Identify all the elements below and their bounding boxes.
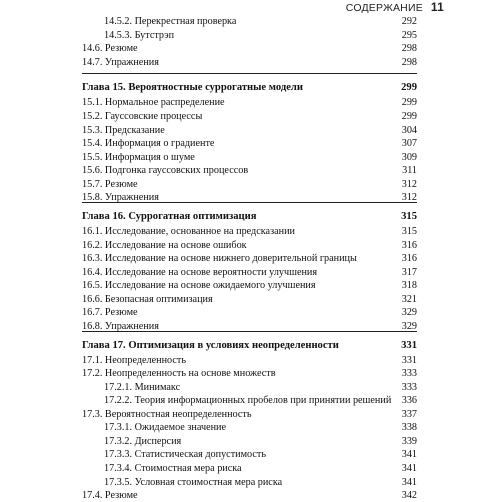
toc-entry [82,137,417,150]
toc-entry-title: 15.5. Информация о шуме [82,152,195,163]
toc-entry-page: 318 [401,280,417,291]
toc-entry-page: 315 [401,226,417,237]
toc-chapter-entry [82,339,417,352]
toc-entry-title: 17.3.2. Дисперсия [104,436,182,447]
toc-chapter-entry [82,210,417,223]
toc-entry-title: 15.2. Гауссовские процессы [82,111,203,122]
toc-entry [82,56,417,69]
toc-entry-page: 316 [401,253,417,264]
toc-entry-page: 341 [401,449,417,460]
toc-entry-title: 15.6. Подгонка гауссовских процессов [82,165,249,176]
toc-entry-title: 17.2.2. Теория информационных пробелов при принятии решений [104,395,392,406]
toc-entry [82,42,417,55]
toc-entry [82,252,417,265]
toc-entry [82,110,417,123]
toc-entry-page: 307 [401,138,417,149]
toc-entry-title: 17.3.4. Стоимостная мера риска [104,463,242,474]
toc-entry-page: 329 [401,321,417,332]
running-head [346,0,444,14]
toc-entry-title: 17.2.1. Минимакс [104,382,181,393]
toc-entry [82,394,417,407]
toc-entry [82,225,417,238]
toc-entry-title: Глава 17. Оптимизация в условиях неопределенности [82,340,339,351]
toc-entry-page: 333 [401,382,417,393]
toc-entry-title: 17.3. Вероятностная неопределенность [82,409,252,420]
toc-entry-page: 312 [401,192,417,203]
toc-entry-page: 339 [401,436,417,447]
toc-entry-title: 15.7. Резюме [82,179,138,190]
toc-entry-title: 15.8. Упражнения [82,192,159,203]
toc-entry [82,462,417,475]
toc-entry [82,266,417,279]
toc-entry-page: 329 [401,307,417,318]
chapter-divider [82,73,417,74]
toc-entry [82,279,417,292]
toc-entry-page: 309 [401,152,417,163]
toc-entry [82,15,417,28]
toc-chapter-entry [82,81,417,94]
toc-entry [82,96,417,109]
toc-entry-page: 312 [401,179,417,190]
toc-entry [82,151,417,164]
toc-entry-title: 15.3. Предсказание [82,125,165,136]
toc-entry [82,306,417,319]
toc-entry-page: 337 [401,409,417,420]
toc-entry-page: 331 [401,340,417,351]
toc-entry [82,476,417,489]
toc-entry [82,408,417,421]
page-number: 11 [430,0,444,14]
toc-entry [82,421,417,434]
toc-entry-page: 299 [401,111,417,122]
toc-entry-title: 17.3.3. Статистическая допустимость [104,449,267,460]
toc-entry-page: 299 [401,97,417,108]
toc-entry-page: 315 [401,211,417,222]
toc-entry-title: 16.6. Безопасная оптимизация [82,294,213,305]
toc-entry-page: 298 [401,43,417,54]
toc-entry-title: 17.2. Неопределенность на основе множеств [82,368,276,379]
toc-entry [82,367,417,380]
running-head-label: СОДЕРЖАНИЕ [345,2,423,14]
toc-entry [82,124,417,137]
toc-entry-page: 321 [401,294,417,305]
toc-entry [82,178,417,191]
toc-entry-page: 341 [401,477,417,488]
toc-entry-page: 299 [401,82,417,93]
toc-entry-title: 17.1. Неопределенность [82,355,187,366]
toc-entry [82,354,417,367]
toc-entry [82,164,417,177]
toc-entry [82,381,417,394]
toc-entry [82,435,417,448]
toc-entry-title: 14.6. Резюме [82,43,138,54]
toc-entry-page: 295 [401,30,417,41]
toc-entry-title: 16.2. Исследование на основе ошибок [82,240,247,251]
toc-entry-page: 298 [401,57,417,68]
toc-entry-title: 16.1. Исследование, основанное на предсказании [82,226,295,237]
toc-entry-title: 16.5. Исследование на основе ожидаемого улучшения [82,280,316,291]
toc-entry-title: 14.7. Упражнения [82,57,159,68]
toc-entry-title: 17.3.5. Условная стоимостная мера риска [104,477,283,488]
toc-entry [82,29,417,42]
toc-entry-page: 311 [402,165,417,176]
toc-entry-page: 338 [401,422,417,433]
toc-entry-page: 292 [401,16,417,27]
toc-entry-title: 17.3.1. Ожидаемое значение [104,422,227,433]
toc-entry-title: Глава 15. Вероятностные суррогатные модели [82,82,303,93]
toc-entry-page: 331 [401,355,417,366]
toc-entry-page: 342 [401,490,417,501]
toc-entry-title: 16.7. Резюме [82,307,138,318]
toc-entry-page: 317 [401,267,417,278]
toc-entry-title: 16.8. Упражнения [82,321,159,332]
toc-entry-title: 14.5.2. Перекрестная проверка [104,16,237,27]
toc-entry-page: 316 [401,240,417,251]
toc-entry-page: 341 [401,463,417,474]
toc-entry [82,489,417,502]
toc-entry-title: 15.1. Нормальное распределение [82,97,225,108]
toc-entry [82,239,417,252]
toc-entry-title: 16.3. Исследование на основе нижнего доверительной границы [82,253,357,264]
toc-entry-title: 15.4. Информация о градиенте [82,138,215,149]
toc-entry-page: 336 [401,395,417,406]
toc-entry [82,293,417,306]
toc-entry-page: 333 [401,368,417,379]
toc-entry-title: Глава 16. Суррогатная оптимизация [82,211,257,222]
toc-entry-title: 14.5.3. Бутстрэп [104,30,175,41]
toc-entry-title: 17.4. Резюме [82,490,138,501]
chapter-divider [82,202,417,203]
toc-entry-page: 304 [401,125,417,136]
toc-entry [82,448,417,461]
toc-entry-title: 16.4. Исследование на основе вероятности улучшения [82,267,318,278]
chapter-divider [82,331,417,332]
